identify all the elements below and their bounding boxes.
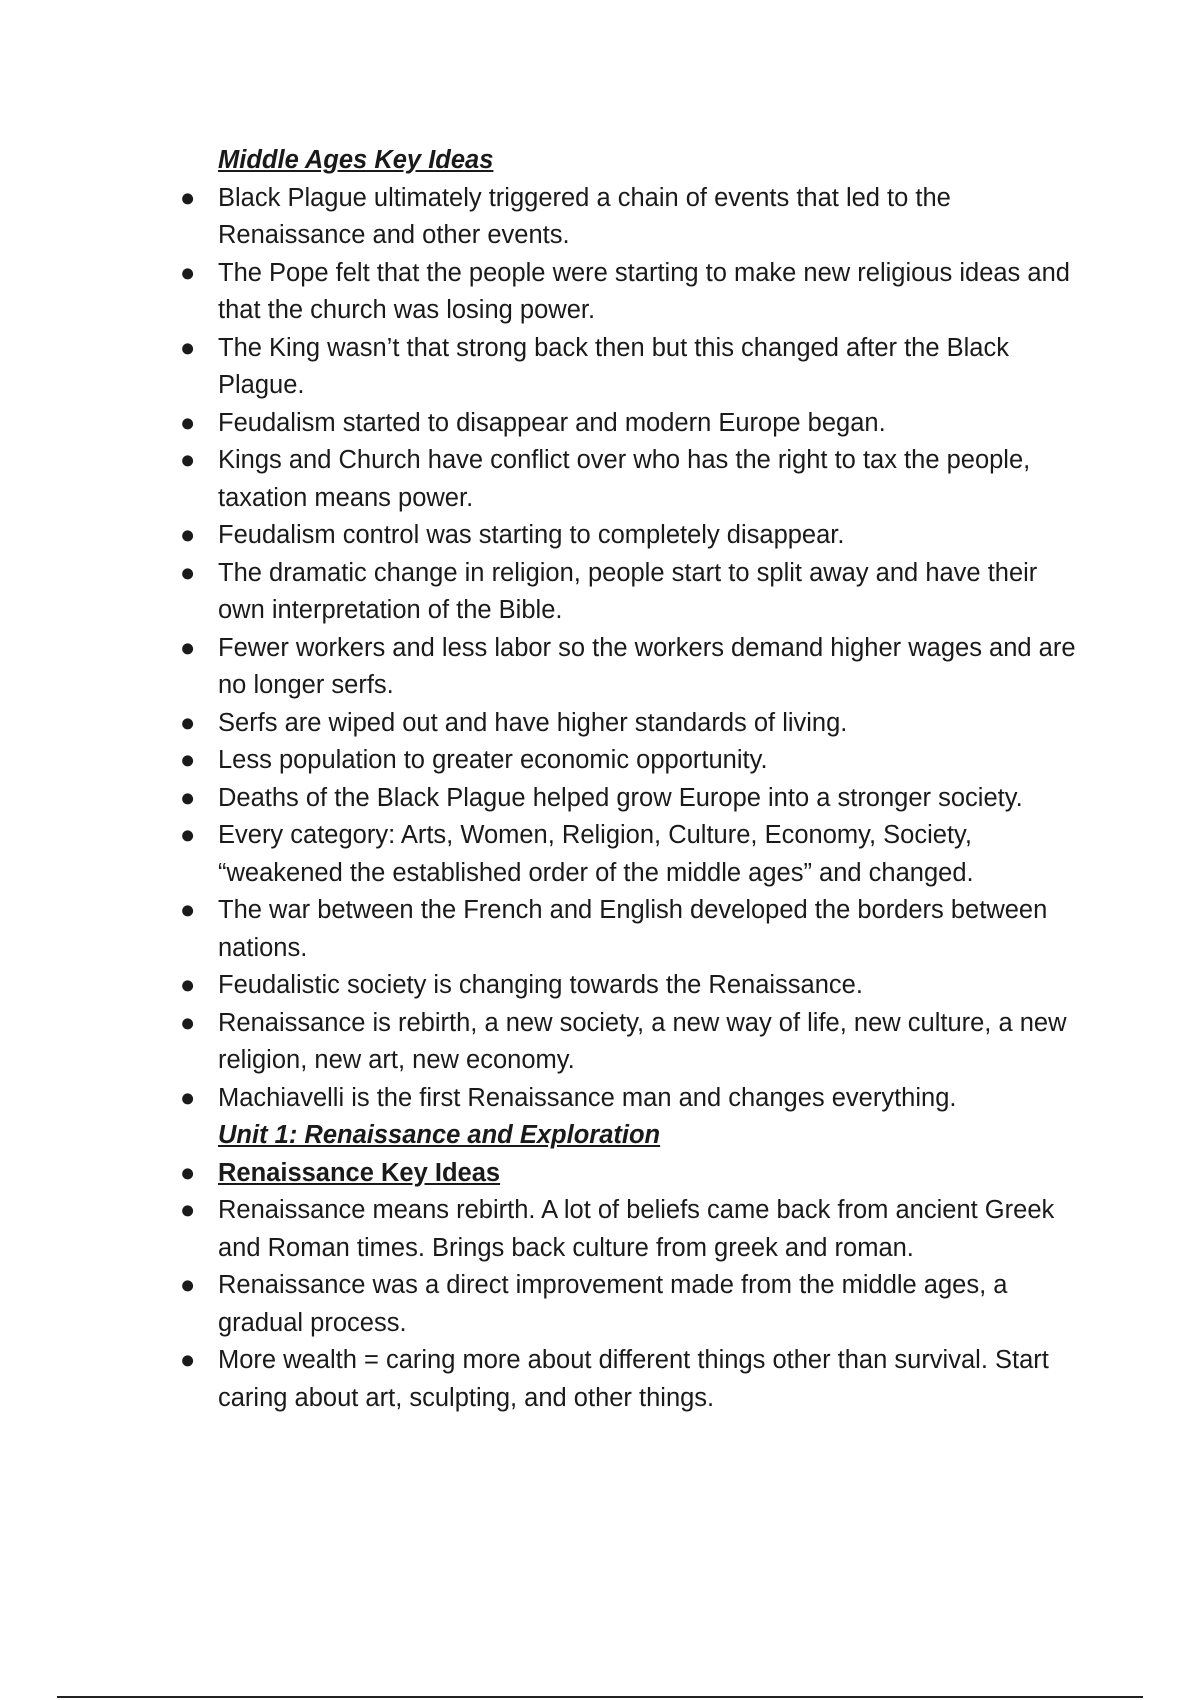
list-item-text: Black Plague ultimately triggered a chain of events that led to the Renaissance and other events. (218, 183, 951, 249)
list-item (180, 967, 1080, 1005)
list-item (180, 1342, 1080, 1417)
bullet-icon: ● (180, 1271, 196, 1299)
list-item (180, 180, 1080, 255)
notes-content (180, 142, 1080, 1417)
list-item (180, 255, 1080, 330)
list-item-text: The war between the French and English developed the borders between nations. (218, 896, 1048, 962)
list-item (180, 1080, 1080, 1118)
middle-ages-heading-line (180, 142, 1080, 180)
list-item-text: Every category: Arts, Women, Religion, Culture, Economy, Society, “weakened the established order of the middle ages” and changed. (218, 821, 974, 887)
list-item (180, 892, 1080, 967)
subsection-heading: Renaissance Key Ideas (218, 1158, 501, 1187)
list-item (180, 630, 1080, 705)
list-item-text: Feudalistic society is changing towards the Renaissance. (218, 971, 863, 999)
list-item (180, 780, 1080, 818)
unit1-heading-line (180, 1117, 1080, 1155)
list-item (180, 442, 1080, 517)
list-item (180, 1155, 1080, 1193)
list-item (180, 517, 1080, 555)
list-item-text: The dramatic change in religion, people start to split away and have their own interpretation of the Bible. (218, 558, 1038, 624)
bullet-icon: ● (180, 746, 196, 774)
list-item (180, 1005, 1080, 1080)
list-item (180, 555, 1080, 630)
bullet-icon: ● (180, 521, 196, 549)
bullet-icon: ● (180, 708, 196, 737)
bullet-icon: ● (180, 821, 196, 849)
list-item-text: The King wasn’t that strong back then but this changed after the Black Plague. (218, 333, 1009, 399)
list-item-text: Serfs are wiped out and have higher standards of living. (218, 708, 848, 737)
list-item (180, 1267, 1080, 1342)
list-item-text: The Pope felt that the people were starting to make new religious ideas and that the church was losing power. (218, 258, 1070, 324)
section-heading: Unit 1: Renaissance and Exploration (218, 1121, 661, 1149)
list-item-text: Fewer workers and less labor so the workers demand higher wages and are no longer serfs. (218, 633, 1076, 699)
bullet-icon: ● (180, 333, 196, 362)
list-item (180, 1192, 1080, 1267)
list-item-text: Renaissance is rebirth, a new society, a new way of life, new culture, a new religion, new art, new economy. (218, 1008, 1067, 1074)
section-heading: Middle Ages Key Ideas (218, 146, 494, 174)
list-item (180, 405, 1080, 443)
bullet-icon: ● (180, 1158, 196, 1187)
list-item (180, 705, 1080, 743)
list-item-text: Kings and Church have conflict over who has the right to tax the people, taxation means power. (218, 446, 1031, 512)
bullet-icon: ● (180, 558, 196, 587)
bullet-icon: ● (180, 408, 196, 437)
bullet-icon: ● (180, 896, 196, 924)
list-item (180, 817, 1080, 892)
bullet-icon: ● (180, 1083, 196, 1112)
bullet-icon: ● (180, 1196, 196, 1224)
list-item-text: Feudalism started to disappear and modern Europe began. (218, 408, 886, 437)
bullet-icon: ● (180, 258, 196, 287)
list-item-text: Renaissance was a direct improvement made from the middle ages, a gradual process. (218, 1271, 1008, 1337)
bullet-icon: ● (180, 446, 196, 474)
list-item-text: Feudalism control was starting to completely disappear. (218, 521, 845, 549)
list-item-text: Deaths of the Black Plague helped grow Europe into a stronger society. (218, 783, 1023, 812)
bullet-icon: ● (180, 1346, 196, 1374)
list-item-text: Renaissance means rebirth. A lot of beliefs came back from ancient Greek and Roman times. Brings back culture from greek and roman. (218, 1196, 1055, 1262)
list-item-text: Less population to greater economic opportunity. (218, 746, 768, 774)
bullet-icon: ● (180, 183, 196, 212)
list-item (180, 330, 1080, 405)
bullet-icon: ● (180, 783, 196, 812)
bullet-icon: ● (180, 633, 196, 662)
page-divider (57, 1696, 1143, 1698)
list-item-text: More wealth = caring more about different things other than survival. Start caring about art, sculpting, and other things. (218, 1346, 1049, 1412)
bullet-icon: ● (180, 1008, 196, 1037)
bullet-icon: ● (180, 971, 196, 999)
list-item-text: Machiavelli is the first Renaissance man and changes everything. (218, 1083, 957, 1112)
list-item (180, 742, 1080, 780)
